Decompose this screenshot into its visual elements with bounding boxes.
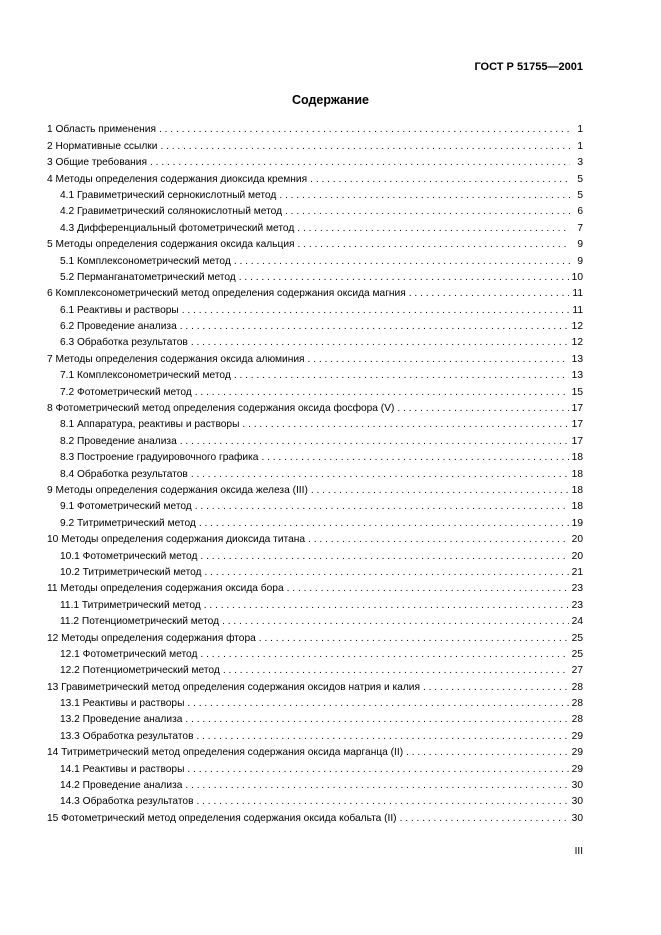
toc-leader-dots xyxy=(261,451,568,464)
toc-entry-page: 28 xyxy=(571,681,583,693)
toc-entry-label: 4.3 Дифференциальный фотометрический метод xyxy=(60,222,295,234)
toc-leader-dots xyxy=(200,648,568,661)
toc-entry-label: 5.1 Комплексонометрический метод xyxy=(60,255,231,267)
toc-leader-dots xyxy=(234,369,569,382)
toc-leader-dots xyxy=(150,156,570,169)
toc-entry[interactable] xyxy=(47,366,583,382)
table-of-contents xyxy=(47,120,583,825)
toc-leader-dots xyxy=(187,697,568,710)
toc-entry[interactable] xyxy=(47,120,583,136)
toc-entry-label: 15 Фотометрический метод определения содержания оксида кобальта (II) xyxy=(47,812,397,824)
toc-entry[interactable] xyxy=(47,612,583,628)
toc-leader-dots xyxy=(297,222,570,235)
toc-entry[interactable] xyxy=(47,628,583,644)
toc-entry-label: 14.2 Проведение анализа xyxy=(60,780,183,792)
toc-leader-dots xyxy=(205,566,569,579)
toc-entry-page: 17 xyxy=(571,435,583,447)
toc-entry-label: 7.1 Комплексонометрический метод xyxy=(60,370,231,382)
toc-entry-label: 8 Фотометрический метод определения содержания оксида фосфора (V) xyxy=(47,403,395,415)
toc-entry-page: 1 xyxy=(577,140,583,152)
toc-entry-label: 3 Общие требования xyxy=(47,157,148,169)
toc-entry-page: 17 xyxy=(571,419,583,431)
toc-entry-page: 11 xyxy=(572,304,583,316)
toc-entry-label: 10.1 Фотометрический метод xyxy=(60,550,198,562)
toc-entry[interactable] xyxy=(47,415,583,431)
toc-leader-dots xyxy=(397,402,568,415)
toc-leader-dots xyxy=(279,189,570,202)
toc-entry[interactable] xyxy=(47,743,583,759)
toc-entry[interactable] xyxy=(47,251,583,267)
toc-entry-label: 8.4 Обработка результатов xyxy=(60,468,188,480)
toc-entry-page: 24 xyxy=(571,616,583,628)
toc-entry[interactable] xyxy=(47,530,583,546)
toc-entry[interactable] xyxy=(47,382,583,398)
toc-entry[interactable] xyxy=(47,595,583,611)
toc-entry-label: 9 Методы определения содержания оксида железа (III) xyxy=(47,484,308,496)
toc-entry-label: 10 Методы определения содержания диоксида титана xyxy=(47,534,306,546)
toc-leader-dots xyxy=(409,287,570,300)
toc-entry-label: 14.3 Обработка результатов xyxy=(60,796,194,808)
toc-entry-label: 6.3 Обработка результатов xyxy=(60,337,188,349)
toc-entry-page: 9 xyxy=(577,239,583,251)
toc-entry[interactable] xyxy=(47,579,583,595)
toc-entry[interactable] xyxy=(47,186,583,202)
toc-entry-label: 10.2 Титриметрический метод xyxy=(60,566,202,578)
toc-entry-page: 19 xyxy=(571,517,583,529)
toc-leader-dots xyxy=(308,353,569,366)
toc-leader-dots xyxy=(159,123,570,136)
toc-title: Содержание xyxy=(291,93,369,107)
toc-entry-page: 3 xyxy=(577,157,583,169)
toc-entry-label: 12.1 Фотометрический метод xyxy=(60,648,198,660)
toc-leader-dots xyxy=(160,140,570,153)
toc-entry-page: 23 xyxy=(571,583,583,595)
toc-entry-page: 11 xyxy=(572,288,583,300)
toc-leader-dots xyxy=(180,435,569,448)
toc-entry[interactable] xyxy=(47,808,583,824)
toc-entry-page: 9 xyxy=(577,255,583,267)
toc-entry[interactable] xyxy=(47,481,583,497)
toc-leader-dots xyxy=(308,533,569,546)
toc-entry-page: 28 xyxy=(571,698,583,710)
toc-entry-page: 25 xyxy=(571,648,583,660)
toc-entry-page: 18 xyxy=(571,501,583,513)
toc-entry-page: 13 xyxy=(571,353,583,365)
toc-leader-dots xyxy=(191,336,569,349)
toc-entry-label: 8.2 Проведение анализа xyxy=(60,435,177,447)
toc-entry-page: 12 xyxy=(571,321,583,333)
toc-entry-page: 21 xyxy=(571,566,583,578)
toc-leader-dots xyxy=(204,599,569,612)
toc-entry-label: 11.1 Титриметрический метод xyxy=(60,599,201,611)
toc-leader-dots xyxy=(242,418,568,431)
toc-leader-dots xyxy=(287,582,569,595)
toc-entry-label: 13.2 Проведение анализа xyxy=(60,714,183,726)
toc-entry[interactable] xyxy=(47,694,583,710)
toc-entry[interactable] xyxy=(47,448,583,464)
toc-entry-label: 5 Методы определения содержания оксида кальция xyxy=(47,239,295,251)
toc-entry-page: 1 xyxy=(577,124,583,136)
toc-entry-label: 13 Гравиметрический метод определения содержания оксидов натрия и калия xyxy=(47,681,420,693)
toc-entry-label: 6.2 Проведение анализа xyxy=(60,321,177,333)
toc-entry-page: 29 xyxy=(571,763,583,775)
toc-entry[interactable] xyxy=(47,645,583,661)
toc-entry-page: 29 xyxy=(571,730,583,742)
toc-entry[interactable] xyxy=(47,726,583,742)
toc-entry[interactable] xyxy=(47,399,583,415)
toc-entry[interactable] xyxy=(47,333,583,349)
toc-entry[interactable] xyxy=(47,284,583,300)
toc-entry-page: 23 xyxy=(571,599,583,611)
toc-entry-page: 10 xyxy=(571,271,583,283)
toc-leader-dots xyxy=(187,763,568,776)
toc-leader-dots xyxy=(239,271,569,284)
toc-leader-dots xyxy=(234,255,570,268)
toc-entry-page: 29 xyxy=(571,747,583,759)
toc-entry-label: 13.1 Реактивы и растворы xyxy=(60,698,185,710)
toc-entry-label: 4.1 Гравиметрический сернокислотный метод xyxy=(60,189,277,201)
toc-entry-label: 4.2 Гравиметрический солянокислотный метод xyxy=(60,206,283,218)
toc-leader-dots xyxy=(195,386,569,399)
toc-leader-dots xyxy=(400,812,569,825)
toc-entry-label: 4 Методы определения содержания диоксида кремния xyxy=(47,173,308,185)
toc-leader-dots xyxy=(259,632,569,645)
toc-entry[interactable] xyxy=(47,235,583,251)
toc-entry-page: 25 xyxy=(571,632,583,644)
toc-entry-page: 18 xyxy=(571,468,583,480)
toc-entry-page: 17 xyxy=(571,403,583,415)
toc-entry[interactable] xyxy=(47,153,583,169)
toc-entry-page: 5 xyxy=(577,173,583,185)
toc-entry[interactable] xyxy=(47,546,583,562)
toc-entry[interactable] xyxy=(47,136,583,152)
page-number: III xyxy=(574,846,583,857)
toc-entry[interactable] xyxy=(47,792,583,808)
toc-entry[interactable] xyxy=(47,759,583,775)
toc-entry-page: 13 xyxy=(571,370,583,382)
toc-entry-page: 30 xyxy=(571,812,583,824)
toc-entry-label: 6 Комплексонометрический метод определения содержания оксида магния xyxy=(47,288,406,300)
toc-leader-dots xyxy=(185,713,568,726)
toc-entry-page: 20 xyxy=(571,550,583,562)
toc-leader-dots xyxy=(199,517,569,530)
toc-entry-label: 14.1 Реактивы и растворы xyxy=(60,763,185,775)
toc-entry[interactable] xyxy=(47,349,583,365)
toc-entry-page: 6 xyxy=(577,206,583,218)
toc-entry-page: 30 xyxy=(571,796,583,808)
toc-entry-label: 9.2 Титриметрический метод xyxy=(60,517,196,529)
toc-leader-dots xyxy=(191,468,569,481)
toc-entry-label: 12 Методы определения содержания фтора xyxy=(47,632,256,644)
toc-entry-label: 12.2 Потенциометрический метод xyxy=(60,665,220,677)
toc-leader-dots xyxy=(196,795,568,808)
toc-entry[interactable] xyxy=(47,431,583,447)
toc-entry[interactable] xyxy=(47,464,583,480)
toc-entry-page: 20 xyxy=(571,534,583,546)
toc-entry-page: 18 xyxy=(571,452,583,464)
toc-entry-page: 28 xyxy=(571,714,583,726)
toc-leader-dots xyxy=(200,550,568,563)
toc-entry-label: 11 Методы определения содержания оксида бора xyxy=(47,583,284,595)
toc-entry[interactable] xyxy=(47,513,583,529)
toc-entry-label: 2 Нормативные ссылки xyxy=(47,140,158,152)
toc-entry[interactable] xyxy=(47,661,583,677)
toc-entry-label: 8.3 Построение градуировочного графика xyxy=(60,452,259,464)
toc-leader-dots xyxy=(285,205,570,218)
toc-entry-page: 30 xyxy=(571,780,583,792)
toc-entry[interactable] xyxy=(47,776,583,792)
toc-entry-label: 13.3 Обработка результатов xyxy=(60,730,194,742)
toc-leader-dots xyxy=(298,238,570,251)
toc-entry-label: 7.2 Фотометрический метод xyxy=(60,386,192,398)
toc-leader-dots xyxy=(182,304,570,317)
toc-leader-dots xyxy=(311,484,569,497)
toc-entry[interactable] xyxy=(47,317,583,333)
toc-leader-dots xyxy=(223,664,569,677)
toc-entry[interactable] xyxy=(47,169,583,185)
toc-leader-dots xyxy=(185,779,568,792)
toc-entry[interactable] xyxy=(47,497,583,513)
toc-entry[interactable] xyxy=(47,268,583,284)
toc-entry-label: 6.1 Реактивы и растворы xyxy=(60,304,179,316)
toc-entry-label: 8.1 Аппаратура, реактивы и растворы xyxy=(60,419,240,431)
toc-entry-label: 1 Область применения xyxy=(47,124,156,136)
document-code: ГОСТ Р 51755—2001 xyxy=(474,61,583,73)
toc-entry-label: 9.1 Фотометрический метод xyxy=(60,501,192,513)
toc-leader-dots xyxy=(310,173,570,186)
toc-entry-page: 27 xyxy=(571,665,583,677)
toc-entry-label: 11.2 Потенциометрический метод xyxy=(60,616,220,628)
toc-leader-dots xyxy=(406,746,569,759)
toc-entry-label: 5.2 Перманганатометрический метод xyxy=(60,271,236,283)
toc-entry-page: 7 xyxy=(577,222,583,234)
toc-entry[interactable] xyxy=(47,202,583,218)
toc-leader-dots xyxy=(423,681,569,694)
toc-leader-dots xyxy=(196,730,568,743)
toc-entry[interactable] xyxy=(47,218,583,234)
toc-leader-dots xyxy=(195,500,569,513)
toc-entry[interactable] xyxy=(47,677,583,693)
toc-entry-page: 15 xyxy=(571,386,583,398)
toc-entry-page: 5 xyxy=(577,189,583,201)
toc-entry-page: 12 xyxy=(571,337,583,349)
toc-entry-page: 18 xyxy=(571,484,583,496)
toc-leader-dots xyxy=(180,320,569,333)
toc-entry-label: 7 Методы определения содержания оксида алюминия xyxy=(47,353,305,365)
toc-entry[interactable] xyxy=(47,563,583,579)
toc-entry[interactable] xyxy=(47,710,583,726)
toc-entry-label: 14 Титриметрический метод определения содержания оксида марганца (II) xyxy=(47,747,404,759)
toc-leader-dots xyxy=(222,615,569,628)
toc-entry[interactable] xyxy=(47,300,583,316)
